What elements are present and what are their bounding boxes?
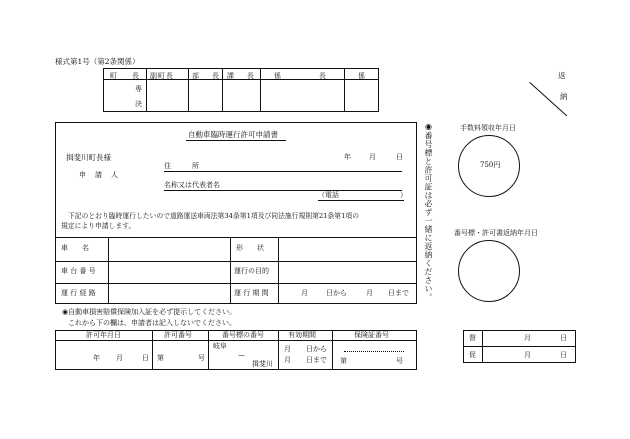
plate-gifu: 岐阜 [213,342,227,350]
valid-to-month: 月 [284,356,291,364]
addressee: 揖斐川町長様 [66,153,111,162]
period-from-month: 月 [301,289,308,297]
henkyaku-top: 返 [558,71,566,80]
address-label: 住 所 [164,162,199,170]
fee-amount: 750円 [480,161,501,169]
name-label: 名称又は代表者名 [164,181,220,189]
saisoku-day: 日 [560,351,567,359]
approval-header-mayor: 町 長 [110,72,143,80]
period-label: 運 行 期 間 [234,289,269,297]
return-stamp-circle [458,240,520,302]
tokusoku-day: 日 [560,334,567,342]
permit-go: 号 [198,354,205,362]
bottom-date-day: 日 [142,354,149,362]
insurance-number-header: 保険証番号 [354,331,389,339]
purpose-label: 運行の目的 [234,267,269,275]
approval-header-deputy: 副町長 [150,72,174,80]
chassis-label: 車 台 番 号 [61,267,96,275]
phone-label: （電話 [318,191,339,199]
form-number: 様式第1号（第2条関係） [55,57,140,66]
insurance-note: ◉自動車損害賠償保険加入証を必ず提示してください。 [62,308,237,316]
approval-header-director: 部 長 [192,72,222,80]
approval-header-staff: 係 [358,72,365,80]
date-year: 年 [344,153,351,161]
statement-line-2: 規定により申請します。 [61,222,136,230]
phone-close: ） [400,191,407,199]
permit-number-header: 許可番号 [164,331,192,339]
applicant-label: 申 請 人 [79,171,119,179]
approval-header-section: 課 長 [227,72,257,80]
henkyaku-bottom: 納 [560,92,568,101]
statement-line-1: 下記のとおり臨時運行したいので道路運送車両法第34条第1項及び同法施行規則第21条第1項の [68,212,360,220]
saisoku-label: 促 [469,351,476,359]
period-from-day: 日から [326,289,347,297]
reminder-box [463,330,576,363]
plate-ibigawa: 揖斐川 [252,360,273,368]
valid-to-day: 日まで [306,356,327,364]
phone-underline [318,200,404,201]
insurance-dotted-line [344,351,404,352]
date-month: 月 [369,153,376,161]
return-title: 番号標・許可書返納年月日 [454,229,538,237]
plate-dash: — [238,351,245,359]
fee-title: 手数料領収年月日 [460,124,516,132]
permit-date-header: 許可年月日 [86,331,121,339]
vertical-return-note: ◉番号標と許可証は必ず一緒に返納ください。 [424,122,433,302]
insurance-dai: 第 [340,357,347,365]
official-use-table [55,330,417,370]
tokusoku-month: 月 [524,334,531,342]
bottom-date-year: 年 [93,354,100,362]
permit-dai: 第 [157,354,164,362]
valid-from-month: 月 [284,345,291,353]
approval-ketsu: 決 [135,100,142,108]
tokusoku-label: 督 [469,334,476,342]
name-underline [164,190,402,191]
insurance-go: 号 [396,357,403,365]
approval-sen: 専 [135,85,142,93]
form-title: 自動車臨時運行許可申請書 [188,130,278,139]
date-day: 日 [396,153,403,161]
title-underline [186,140,286,141]
period-to-month: 月 [366,289,373,297]
address-underline [164,171,402,172]
valid-from-day: 日から [306,345,327,353]
valid-period-header: 有効期間 [288,331,316,339]
application-box [55,122,417,304]
saisoku-month: 月 [524,351,531,359]
period-to-day: 日まで [388,289,409,297]
route-label: 運 行 経 路 [61,289,96,297]
bottom-date-month: 月 [116,354,123,362]
approval-table [103,68,379,112]
approval-header-chief: 係 長 [274,72,328,80]
car-name-label: 車 名 [61,244,89,252]
plate-number-header: 番号標の番号 [222,331,264,339]
official-use-note: これから下の欄は、申請者は記入しないでください。 [68,319,236,327]
shape-label: 形 状 [236,244,264,252]
